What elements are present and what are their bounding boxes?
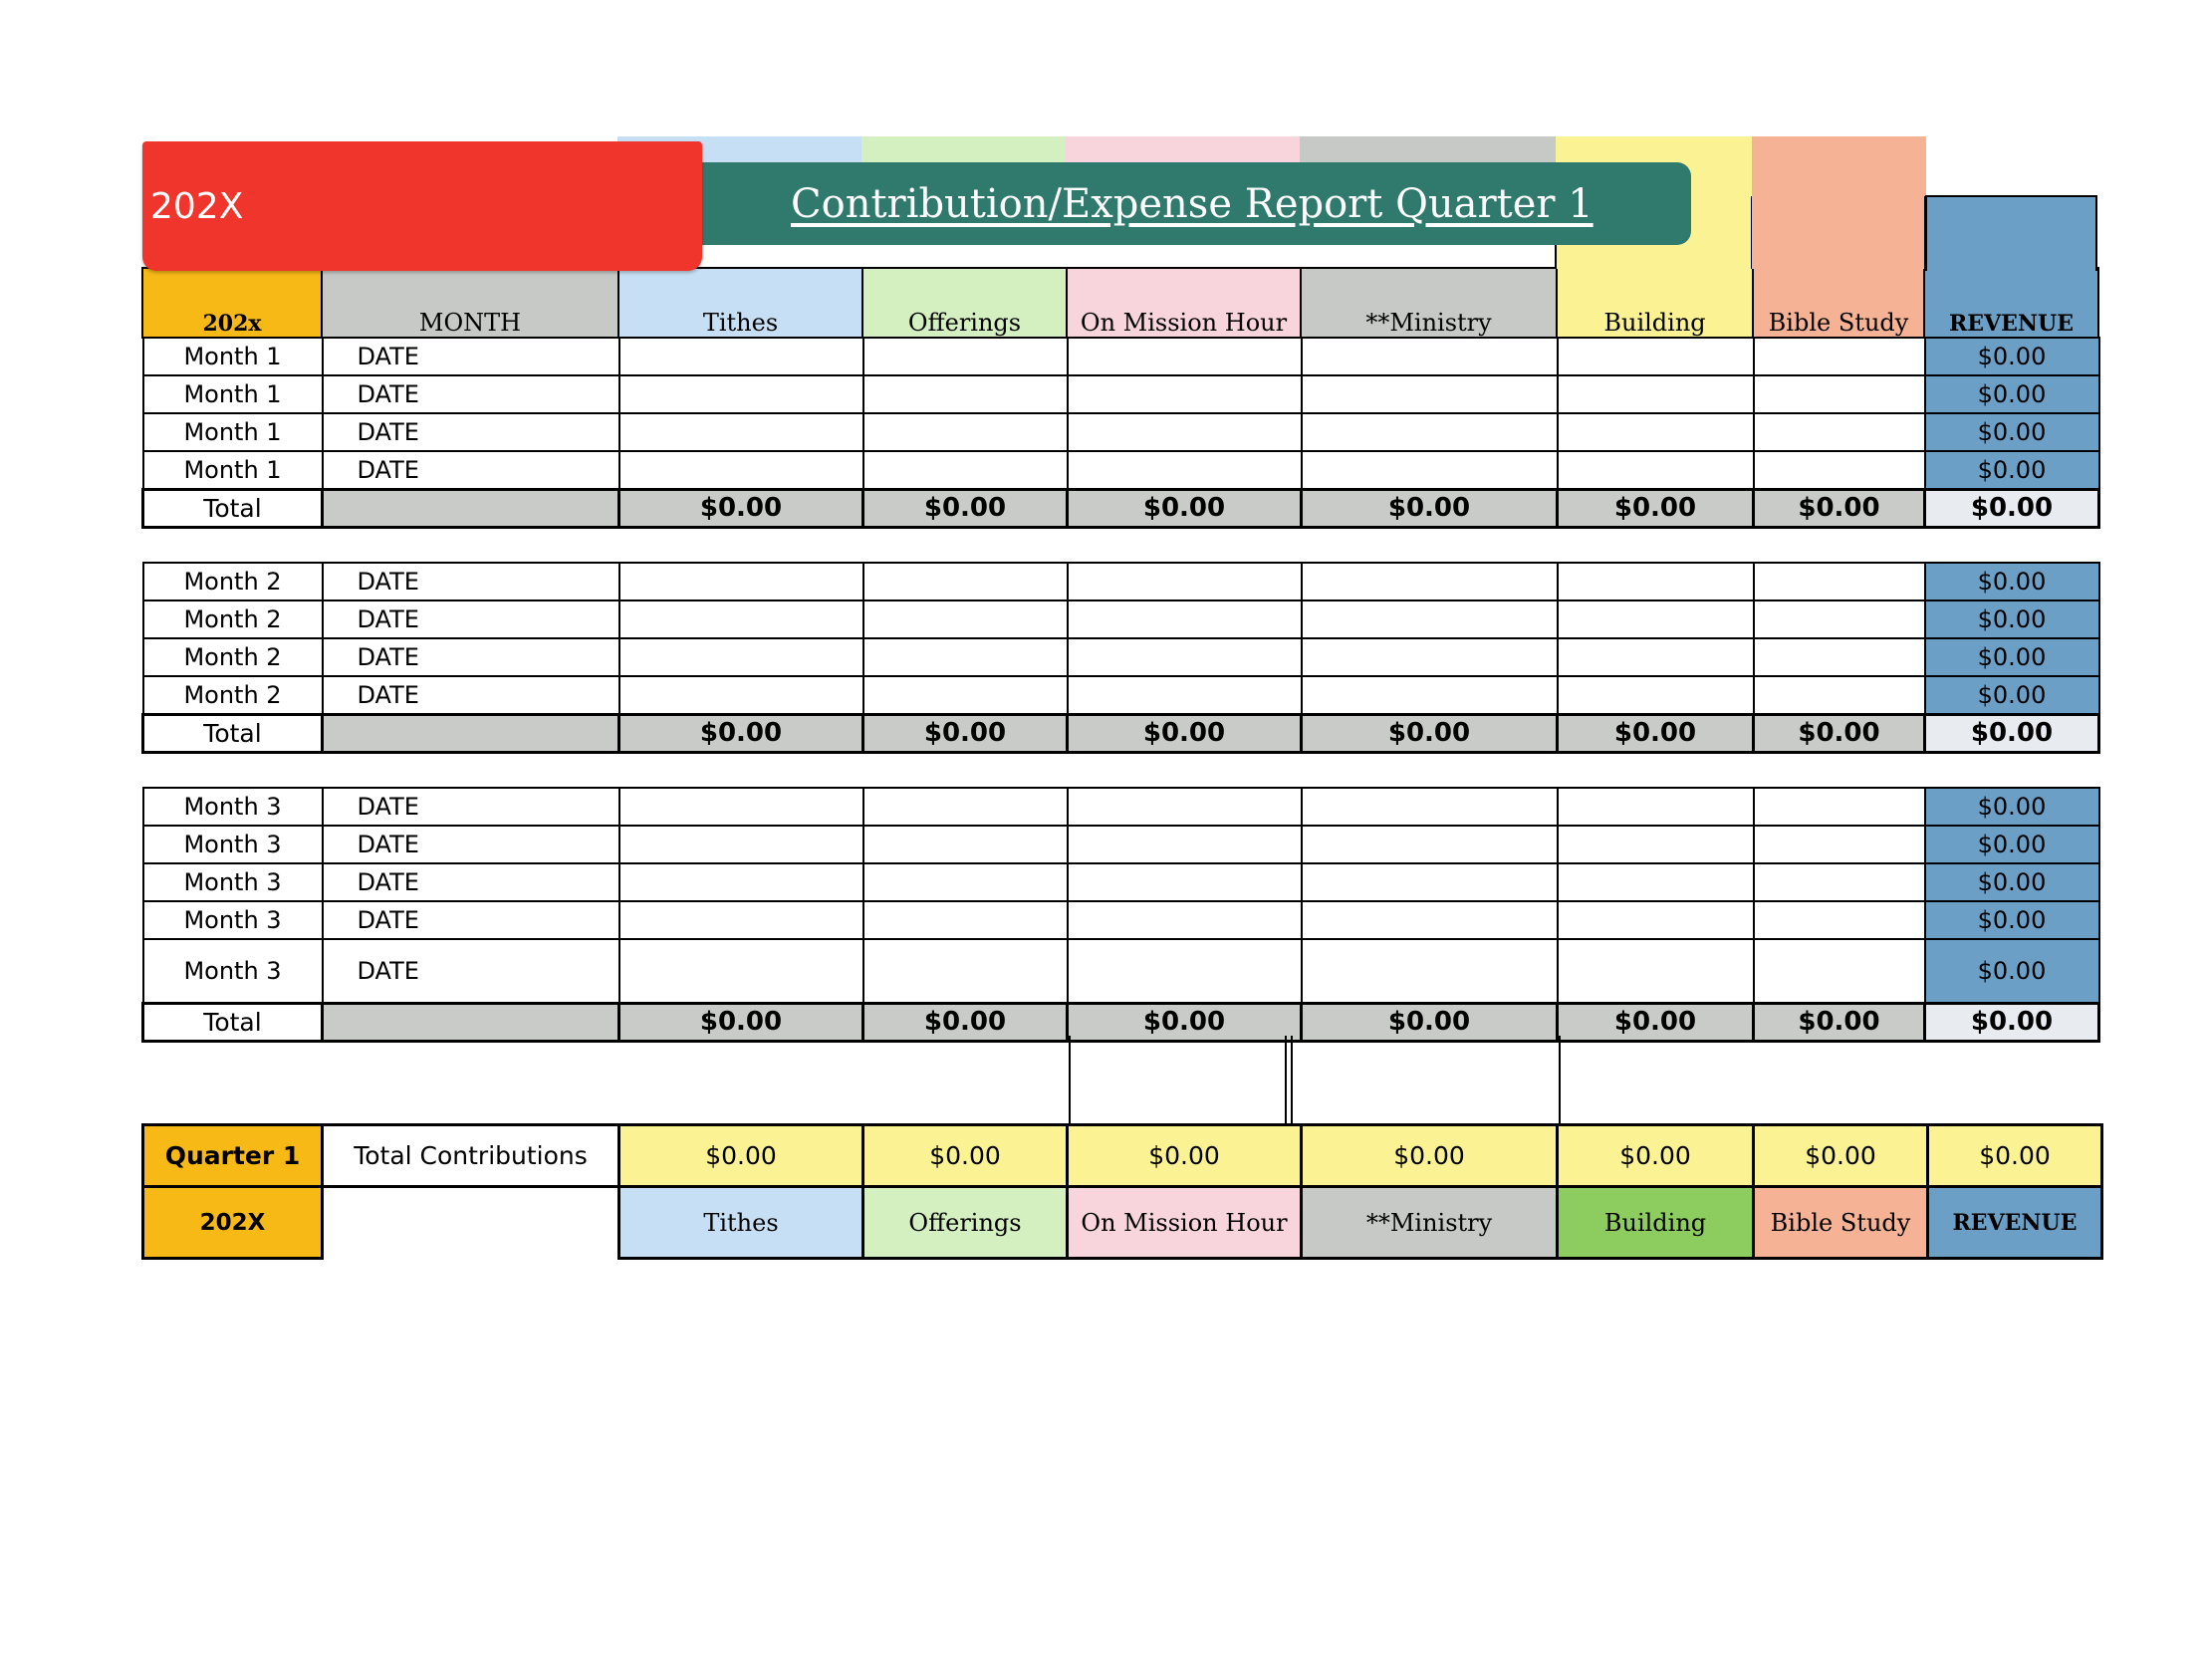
tithes-cell[interactable] (619, 901, 863, 939)
ministry-cell[interactable] (1302, 338, 1558, 375)
bible-study-cell[interactable] (1754, 413, 1925, 451)
total-revenue: $0.00 (1925, 1003, 2099, 1041)
bible-study-strip (1752, 136, 1926, 196)
total-offerings: $0.00 (863, 714, 1068, 752)
date-cell[interactable]: DATE (323, 788, 619, 826)
tithes-cell[interactable] (619, 338, 863, 375)
section-month-3 (141, 787, 2100, 1043)
tithes-cell[interactable] (619, 676, 863, 714)
revenue-cell: $0.00 (1925, 826, 2099, 863)
tithes-cell[interactable] (619, 413, 863, 451)
year-header: 202x (142, 268, 322, 338)
section-month-1 (141, 337, 2100, 529)
total-ministry: $0.00 (1302, 489, 1558, 527)
connector-divider (1285, 1036, 1293, 1125)
total-mission: $0.00 (1068, 1003, 1302, 1041)
total-building: $0.00 (1558, 489, 1754, 527)
building-header: Building (1557, 268, 1753, 338)
bible-study-cell[interactable] (1754, 451, 1925, 489)
building-cell[interactable] (1558, 413, 1754, 451)
revenue-cell: $0.00 (1925, 563, 2099, 600)
building-cell[interactable] (1558, 676, 1754, 714)
month-cell: Month 3 (143, 863, 323, 901)
month-cell: Month 3 (143, 826, 323, 863)
table-row (143, 338, 2099, 375)
bible-study-cell[interactable] (1754, 901, 1925, 939)
building-cell[interactable] (1558, 826, 1754, 863)
total-building: $0.00 (1558, 714, 1754, 752)
mission-cell[interactable] (1068, 638, 1302, 676)
offerings-header: Offerings (862, 268, 1067, 338)
ministry-cell[interactable] (1302, 638, 1558, 676)
total-label: Total (143, 489, 323, 527)
summary-tithes-label: Tithes (619, 1187, 863, 1259)
total-row (143, 714, 2099, 752)
total-month-blank (323, 489, 619, 527)
table-row (143, 413, 2099, 451)
total-bible-study: $0.00 (1754, 1003, 1925, 1041)
tithes-cell[interactable] (619, 939, 863, 1003)
tithes-cell[interactable] (619, 600, 863, 638)
table-row (143, 375, 2099, 413)
ministry-cell[interactable] (1302, 863, 1558, 901)
summary-revenue-label: REVENUE (1928, 1187, 2102, 1259)
building-cell[interactable] (1558, 451, 1754, 489)
mission-cell[interactable] (1068, 600, 1302, 638)
date-cell[interactable]: DATE (323, 413, 619, 451)
date-cell[interactable]: DATE (323, 600, 619, 638)
ministry-cell[interactable] (1302, 451, 1558, 489)
bible-study-header: Bible Study (1753, 268, 1924, 338)
ministry-cell[interactable] (1302, 600, 1558, 638)
summary-labels-row (143, 1187, 2102, 1259)
total-ministry: $0.00 (1302, 714, 1558, 752)
ministry-cell[interactable] (1302, 413, 1558, 451)
building-cell[interactable] (1558, 375, 1754, 413)
page-title: Contribution/Expense Report Quarter 1 (637, 162, 1691, 245)
summary-building-label: Building (1558, 1187, 1754, 1259)
revenue-cell: $0.00 (1925, 676, 2099, 714)
offerings-cell[interactable] (863, 676, 1068, 714)
summary-mission-label: On Mission Hour (1068, 1187, 1302, 1259)
month-cell: Month 2 (143, 638, 323, 676)
revenue-cell: $0.00 (1925, 638, 2099, 676)
total-contributions-label: Total Contributions (323, 1125, 619, 1187)
month-cell: Month 2 (143, 563, 323, 600)
bible-study-cell[interactable] (1754, 826, 1925, 863)
offerings-cell[interactable] (863, 638, 1068, 676)
date-cell[interactable]: DATE (323, 676, 619, 714)
month-cell: Month 3 (143, 939, 323, 1003)
mission-cell[interactable] (1068, 563, 1302, 600)
tithes-cell[interactable] (619, 563, 863, 600)
table-row (143, 863, 2099, 901)
mission-cell[interactable] (1068, 676, 1302, 714)
summary-blank (323, 1187, 619, 1259)
offerings-cell[interactable] (863, 600, 1068, 638)
tithes-cell[interactable] (619, 638, 863, 676)
total-mission: $0.00 (1068, 489, 1302, 527)
revenue-cell: $0.00 (1925, 600, 2099, 638)
bible-study-cell[interactable] (1754, 600, 1925, 638)
total-tithes: $0.00 (619, 714, 863, 752)
summary-building: $0.00 (1558, 1125, 1754, 1187)
building-cell[interactable] (1558, 600, 1754, 638)
bible-study-cell[interactable] (1754, 563, 1925, 600)
tithes-cell[interactable] (619, 451, 863, 489)
date-cell[interactable]: DATE (323, 638, 619, 676)
ministry-cell[interactable] (1302, 901, 1558, 939)
revenue-cell: $0.00 (1925, 939, 2099, 1003)
date-cell[interactable]: DATE (323, 451, 619, 489)
total-building: $0.00 (1558, 1003, 1754, 1041)
summary-bible-study: $0.00 (1754, 1125, 1928, 1187)
mission-cell[interactable] (1068, 826, 1302, 863)
total-offerings: $0.00 (863, 489, 1068, 527)
month-cell: Month 1 (143, 375, 323, 413)
offerings-cell[interactable] (863, 863, 1068, 901)
table-row (143, 788, 2099, 826)
building-cell[interactable] (1558, 788, 1754, 826)
tithes-header: Tithes (618, 268, 862, 338)
connector-box (1069, 1036, 1561, 1125)
quarter-label: Quarter 1 (143, 1125, 323, 1187)
year-tab: 202X (142, 141, 702, 271)
total-month-blank (323, 1003, 619, 1041)
month-cell: Month 3 (143, 788, 323, 826)
total-bible-study: $0.00 (1754, 489, 1925, 527)
date-cell[interactable]: DATE (323, 826, 619, 863)
total-bible-study: $0.00 (1754, 714, 1925, 752)
table-row (143, 901, 2099, 939)
revenue-cell: $0.00 (1925, 375, 2099, 413)
total-month-blank (323, 714, 619, 752)
ministry-cell[interactable] (1302, 826, 1558, 863)
month-cell: Month 1 (143, 451, 323, 489)
summary-year: 202X (143, 1187, 323, 1259)
total-label: Total (143, 1003, 323, 1041)
revenue-header: REVENUE (1924, 268, 2098, 338)
revenue-cell: $0.00 (1925, 901, 2099, 939)
summary-offerings: $0.00 (863, 1125, 1068, 1187)
ministry-cell[interactable] (1302, 788, 1558, 826)
date-cell[interactable]: DATE (323, 939, 619, 1003)
date-cell[interactable]: DATE (323, 375, 619, 413)
date-cell[interactable]: DATE (323, 901, 619, 939)
total-label: Total (143, 714, 323, 752)
mission-cell[interactable] (1068, 863, 1302, 901)
bible-study-cell[interactable] (1754, 638, 1925, 676)
revenue-cell: $0.00 (1925, 788, 2099, 826)
bible-header-ext (1752, 196, 1926, 269)
total-tithes: $0.00 (619, 1003, 863, 1041)
ministry-cell[interactable] (1302, 563, 1558, 600)
ministry-cell[interactable] (1302, 375, 1558, 413)
revenue-cell: $0.00 (1925, 413, 2099, 451)
offerings-cell[interactable] (863, 413, 1068, 451)
month-cell: Month 1 (143, 338, 323, 375)
revenue-cell: $0.00 (1925, 451, 2099, 489)
ministry-cell[interactable] (1302, 676, 1558, 714)
offerings-cell[interactable] (863, 939, 1068, 1003)
mission-header: On Mission Hour (1067, 268, 1301, 338)
mission-cell[interactable] (1068, 901, 1302, 939)
ministry-cell[interactable] (1302, 939, 1558, 1003)
tithes-cell[interactable] (619, 863, 863, 901)
total-revenue: $0.00 (1925, 714, 2099, 752)
summary-tithes: $0.00 (619, 1125, 863, 1187)
revenue-cell: $0.00 (1925, 863, 2099, 901)
total-mission: $0.00 (1068, 714, 1302, 752)
mission-cell[interactable] (1068, 338, 1302, 375)
bible-study-cell[interactable] (1754, 338, 1925, 375)
mission-cell[interactable] (1068, 375, 1302, 413)
summary-ministry-label: **Ministry (1302, 1187, 1558, 1259)
total-row (143, 489, 2099, 527)
tithes-cell[interactable] (619, 826, 863, 863)
summary-table (141, 1123, 2103, 1260)
month-cell: Month 2 (143, 676, 323, 714)
table-row (143, 939, 2099, 1003)
building-cell[interactable] (1558, 939, 1754, 1003)
date-cell[interactable]: DATE (323, 338, 619, 375)
offerings-cell[interactable] (863, 563, 1068, 600)
bible-study-cell[interactable] (1754, 676, 1925, 714)
month-cell: Month 3 (143, 901, 323, 939)
mission-cell[interactable] (1068, 788, 1302, 826)
tithes-cell[interactable] (619, 788, 863, 826)
building-cell[interactable] (1558, 863, 1754, 901)
table-row (143, 451, 2099, 489)
summary-offerings-label: Offerings (863, 1187, 1068, 1259)
table-row (143, 563, 2099, 600)
offerings-cell[interactable] (863, 375, 1068, 413)
building-cell[interactable] (1558, 901, 1754, 939)
summary-bible-study-label: Bible Study (1754, 1187, 1928, 1259)
summary-mission: $0.00 (1068, 1125, 1302, 1187)
table-row (143, 638, 2099, 676)
revenue-cell: $0.00 (1925, 338, 2099, 375)
month-cell: Month 1 (143, 413, 323, 451)
offerings-cell[interactable] (863, 451, 1068, 489)
building-cell[interactable] (1558, 638, 1754, 676)
bible-study-cell[interactable] (1754, 863, 1925, 901)
table-row (143, 600, 2099, 638)
date-cell[interactable]: DATE (323, 863, 619, 901)
tithes-cell[interactable] (619, 375, 863, 413)
month-cell: Month 2 (143, 600, 323, 638)
summary-values-row (143, 1125, 2102, 1187)
table-row (143, 676, 2099, 714)
mission-cell[interactable] (1068, 451, 1302, 489)
mission-cell[interactable] (1068, 413, 1302, 451)
offerings-cell[interactable] (863, 901, 1068, 939)
section-month-2 (141, 562, 2100, 754)
summary-revenue: $0.00 (1928, 1125, 2102, 1187)
total-offerings: $0.00 (863, 1003, 1068, 1041)
header-table (141, 267, 2099, 339)
date-cell[interactable]: DATE (323, 563, 619, 600)
building-cell[interactable] (1558, 563, 1754, 600)
month-header: MONTH (322, 268, 618, 338)
total-revenue: $0.00 (1925, 489, 2099, 527)
offerings-cell[interactable] (863, 788, 1068, 826)
offerings-cell[interactable] (863, 826, 1068, 863)
total-tithes: $0.00 (619, 489, 863, 527)
mission-cell[interactable] (1068, 939, 1302, 1003)
ministry-header: **Ministry (1301, 268, 1557, 338)
offerings-cell[interactable] (863, 338, 1068, 375)
total-ministry: $0.00 (1302, 1003, 1558, 1041)
revenue-header-ext (1925, 195, 2097, 271)
bible-study-cell[interactable] (1754, 939, 1925, 1003)
bible-study-cell[interactable] (1754, 375, 1925, 413)
bible-study-cell[interactable] (1754, 788, 1925, 826)
building-cell[interactable] (1558, 338, 1754, 375)
table-row (143, 826, 2099, 863)
summary-ministry: $0.00 (1302, 1125, 1558, 1187)
